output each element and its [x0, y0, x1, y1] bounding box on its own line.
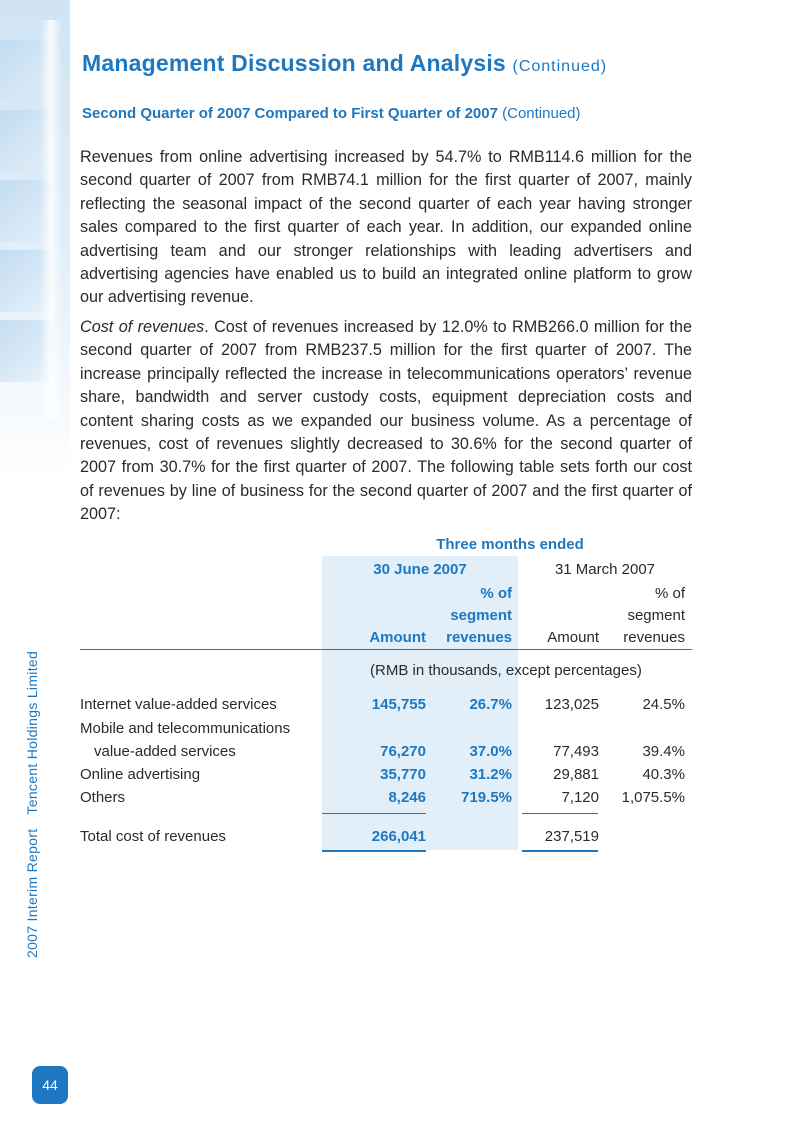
row-current-amount: 76,270: [380, 743, 426, 760]
row-prior-pct: 40.3%: [642, 766, 685, 783]
prior-pct-header-line3: revenues: [623, 629, 685, 646]
row-current-pct: 31.2%: [469, 766, 512, 783]
subtotal-rule-current: [322, 813, 426, 814]
decorative-side-strip: [0, 0, 70, 480]
side-running-header: [24, 651, 40, 958]
row-prior-pct: 39.4%: [642, 743, 685, 760]
row-prior-amount: 29,881: [553, 766, 599, 783]
page-title-suffix: (Continued): [512, 58, 608, 75]
paragraph-online-advertising: Revenues from online advertising increased by 54.7% to RMB114.6 million for the second quarter of 2007 from RMB74.1 million for the first quarter of 2007, mainly reflecting the seasonal impact of the second quarter of each year having stronger sales compared to the first quarter of each year. In addition, our expanded online advertising team and our stronger relationships with leading advertisers and advertising agencies have enabled us to build an integrated online platform to grow our advertising revenue.: [80, 148, 692, 307]
section-subtitle: [82, 105, 581, 122]
row-current-amount: 35,770: [380, 766, 426, 783]
row-label: Online advertising: [80, 766, 201, 783]
prior-amount-header: Amount: [547, 629, 599, 646]
row-prior-amount: 77,493: [553, 743, 599, 760]
total-label: Total cost of revenues: [80, 828, 226, 845]
row-prior-pct: 1,075.5%: [621, 789, 685, 806]
total-rule-prior: [522, 850, 598, 852]
page-number: 44: [32, 1066, 68, 1104]
current-pct-header-line3: revenues: [446, 629, 512, 646]
row-label: Mobile and telecommunications: [80, 720, 291, 737]
row-prior-amount: 123,025: [544, 696, 599, 713]
period-header: Three months ended: [436, 536, 584, 553]
row-current-amount: 145,755: [371, 696, 426, 713]
subtotal-rule-prior: [522, 813, 598, 814]
row-label: Internet value-added services: [80, 696, 277, 713]
report-name: 2007 Interim Report: [24, 828, 40, 958]
row-label: Others: [80, 789, 126, 806]
row-prior-amount: 7,120: [561, 789, 599, 806]
current-amount-header: Amount: [369, 629, 426, 646]
col-header-prior: 31 March 2007: [554, 561, 656, 578]
row-current-pct: 26.7%: [469, 696, 512, 713]
current-pct-header-line2: segment: [450, 607, 512, 624]
paragraph-lead-term: Cost of revenues: [80, 318, 205, 336]
cost-of-revenues-table: [80, 530, 692, 860]
row-current-pct: 37.0%: [469, 743, 512, 760]
page-title: [82, 50, 607, 77]
company-name: Tencent Holdings Limited: [24, 650, 40, 815]
prior-pct-header-line1: % of: [654, 585, 685, 602]
paragraph-body: . Cost of revenues increased by 12.0% to RMB266.0 million for the second quarter of 2007 from RMB237.5 million for the first quarter of 2007. The increase principally reflected the increase in telecommunications operators’ revenue share, bandwidth and server custody costs, equipment depreciation costs and content sharing costs as we expanded our business volume. As a percentage of revenues, cost of revenues slightly decreased to 30.6% for the second quarter of 2007 from 30.7% for the first quarter of 2007. The following table sets forth our cost of revenues by line of business for the second quarter of 2007 and the first quarter of 2007:: [80, 318, 693, 524]
decorative-sheen: [40, 20, 62, 420]
col-header-current: 30 June 2007: [373, 561, 467, 578]
current-pct-header-line1: % of: [480, 585, 512, 602]
unit-note: (RMB in thousands, except percentages): [370, 662, 642, 679]
section-subtitle-suffix: (Continued): [502, 105, 581, 122]
row-label-continued: value-added services: [94, 743, 236, 760]
paragraph-cost-of-revenues: [80, 316, 692, 527]
row-prior-pct: 24.5%: [642, 696, 685, 713]
row-current-amount: 8,246: [388, 789, 426, 806]
total-prior-amount: 237,519: [544, 828, 599, 845]
section-subtitle-text: Second Quarter of 2007 Compared to First Quarter of 2007: [82, 105, 498, 122]
total-current-amount: 266,041: [371, 828, 426, 845]
header-rule: [80, 649, 692, 650]
page-title-text: Management Discussion and Analysis: [82, 50, 506, 76]
total-rule-current: [322, 850, 426, 852]
row-current-pct: 719.5%: [461, 789, 512, 806]
prior-pct-header-line2: segment: [627, 607, 685, 624]
